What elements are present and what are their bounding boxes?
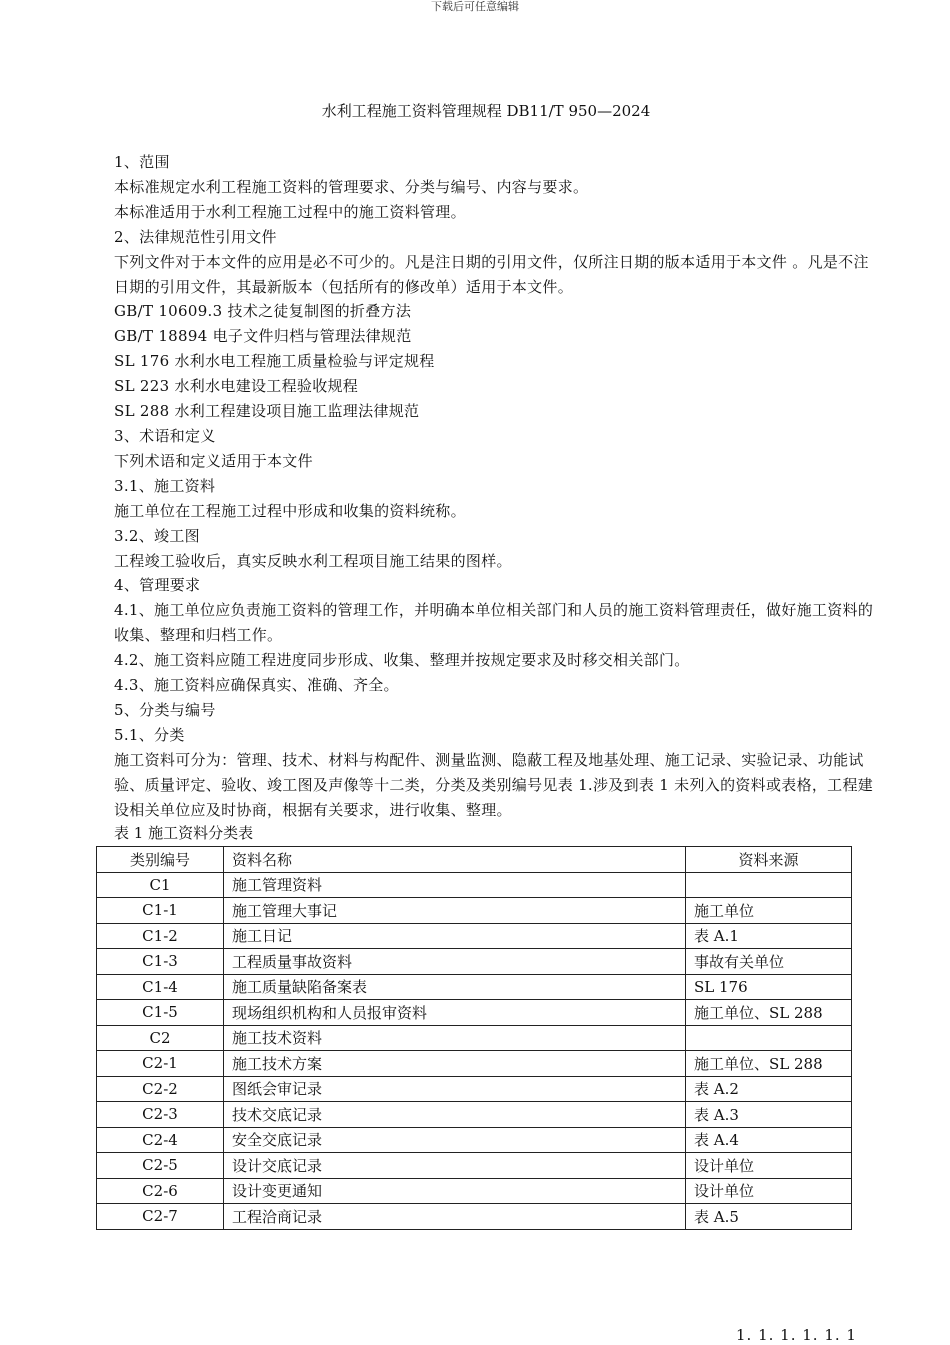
material-name-cell: 施工管理资料	[224, 872, 686, 898]
classification-table	[96, 846, 852, 1230]
reference-item: SL 176 水利水电工程施工质量检验与评定规程	[114, 352, 435, 371]
table-caption: 表 1 施工资料分类表	[114, 824, 254, 843]
category-code-cell: C1	[97, 872, 224, 898]
reference-item: GB/T 18894 电子文件归档与管理法律规范	[114, 327, 412, 346]
source-cell: 施工单位、SL 288	[686, 1000, 852, 1026]
table-row	[97, 1076, 852, 1102]
paragraph: 施工资料可分为：管理、技术、材料与构配件、测量监测、隐蔽工程及地基处理、施工记录、实验记录、功能试验、质量评定、验收、竣工图及声像等十二类，分类及类别编号见表 1.涉及到表 1 未列入的资料或表格，工程建设相关单位应及时协商，根据有关要求，进行收集、整理。	[114, 750, 874, 819]
category-code-cell: C1-3	[97, 949, 224, 975]
category-code-cell: C2-5	[97, 1153, 224, 1179]
source-cell	[686, 872, 852, 898]
section-heading-management: 4、管理要求	[114, 576, 201, 595]
table-row	[97, 872, 852, 898]
table-row	[97, 1127, 852, 1153]
material-name-cell: 工程洽商记录	[224, 1204, 686, 1230]
subsection-heading: 3.1、施工资料	[114, 476, 216, 495]
reference-item: GB/T 10609.3 技术之徒复制图的折叠方法	[114, 302, 412, 321]
category-code-cell: C2-1	[97, 1051, 224, 1077]
source-cell: 设计单位	[686, 1153, 852, 1179]
document-title: 水利工程施工资料管理规程 DB11/T 950—2024	[321, 102, 651, 120]
paragraph: 4.3、施工资料应确保真实、准确、齐全。	[114, 676, 399, 695]
page-number: 1. 1. 1. 1. 1. 1	[736, 1326, 857, 1344]
paragraph: 下列文件对于本文件的应用是必不可少的。凡是注日期的引用文件，仅所注日期的版本适用于本文件 。凡是不注日期的引用文件，其最新版本（包括所有的修改单）适用于本文件。	[114, 252, 869, 296]
source-cell: 设计单位	[686, 1178, 852, 1204]
material-name-cell: 工程质量事故资料	[224, 949, 686, 975]
source-cell: 表 A.5	[686, 1204, 852, 1230]
paragraph: 本标准规定水利工程施工资料的管理要求、分类与编号、内容与要求。	[114, 177, 589, 196]
header-note: 下载后可任意编辑	[431, 0, 519, 13]
material-name-cell: 施工技术方案	[224, 1051, 686, 1077]
source-cell: 施工单位	[686, 898, 852, 924]
column-header: 类别编号	[97, 847, 224, 873]
paragraph: 4.2、施工资料应随工程进度同步形成、收集、整理并按规定要求及时移交相关部门。	[114, 651, 690, 670]
material-name-cell: 施工日记	[224, 923, 686, 949]
subsection-heading: 3.2、竣工图	[114, 526, 200, 545]
table-row	[97, 1000, 852, 1026]
category-code-cell: C1-2	[97, 923, 224, 949]
material-name-cell: 施工质量缺陷备案表	[224, 974, 686, 1000]
material-name-cell: 施工技术资料	[224, 1025, 686, 1051]
column-header: 资料来源	[686, 847, 852, 873]
source-cell: 表 A.4	[686, 1127, 852, 1153]
source-cell: 事故有关单位	[686, 949, 852, 975]
paragraph: 4.1、施工单位应负责施工资料的管理工作，并明确本单位相关部门和人员的施工资料管理责任，做好施工资料的收集、整理和归档工作。	[114, 601, 874, 645]
material-name-cell: 现场组织机构和人员报审资料	[224, 1000, 686, 1026]
category-code-cell: C2-6	[97, 1178, 224, 1204]
category-code-cell: C2-4	[97, 1127, 224, 1153]
table-row	[97, 898, 852, 924]
category-code-cell: C1-5	[97, 1000, 224, 1026]
table-row	[97, 1153, 852, 1179]
table-row	[97, 974, 852, 1000]
paragraph: 本标准适用于水利工程施工过程中的施工资料管理。	[114, 202, 466, 221]
document-body	[114, 150, 874, 844]
category-code-cell: C2-2	[97, 1076, 224, 1102]
category-code-cell: C1-1	[97, 898, 224, 924]
source-cell: 表 A.2	[686, 1076, 852, 1102]
table-row	[97, 949, 852, 975]
source-cell: SL 176	[686, 974, 852, 1000]
source-cell	[686, 1025, 852, 1051]
table-row	[97, 1025, 852, 1051]
material-name-cell: 设计交底记录	[224, 1153, 686, 1179]
section-heading-references: 2、法律规范性引用文件	[114, 227, 277, 246]
section-heading-classification: 5、分类与编号	[114, 700, 216, 719]
table-header-row	[97, 847, 852, 873]
source-cell: 表 A.3	[686, 1102, 852, 1128]
reference-item: SL 288 水利工程建设项目施工监理法律规范	[114, 402, 420, 421]
material-name-cell: 技术交底记录	[224, 1102, 686, 1128]
paragraph: 施工单位在工程施工过程中形成和收集的资料统称。	[114, 501, 466, 520]
table-row	[97, 923, 852, 949]
table-row	[97, 1204, 852, 1230]
material-name-cell: 施工管理大事记	[224, 898, 686, 924]
subsection-heading: 5.1、分类	[114, 725, 185, 744]
material-name-cell: 设计变更通知	[224, 1178, 686, 1204]
section-heading-scope: 1、范围	[114, 153, 170, 171]
table-row	[97, 1051, 852, 1077]
category-code-cell: C1-4	[97, 974, 224, 1000]
category-code-cell: C2-7	[97, 1204, 224, 1230]
source-cell: 表 A.1	[686, 923, 852, 949]
category-code-cell: C2-3	[97, 1102, 224, 1128]
material-name-cell: 安全交底记录	[224, 1127, 686, 1153]
source-cell: 施工单位、SL 288	[686, 1051, 852, 1077]
table-row	[97, 1178, 852, 1204]
table-row	[97, 1102, 852, 1128]
reference-item: SL 223 水利水电建设工程验收规程	[114, 377, 359, 396]
paragraph: 下列术语和定义适用于本文件	[114, 451, 313, 470]
section-heading-terms: 3、术语和定义	[114, 426, 216, 445]
paragraph: 工程竣工验收后，真实反映水利工程项目施工结果的图样。	[114, 551, 512, 570]
column-header: 资料名称	[224, 847, 686, 873]
material-name-cell: 图纸会审记录	[224, 1076, 686, 1102]
category-code-cell: C2	[97, 1025, 224, 1051]
